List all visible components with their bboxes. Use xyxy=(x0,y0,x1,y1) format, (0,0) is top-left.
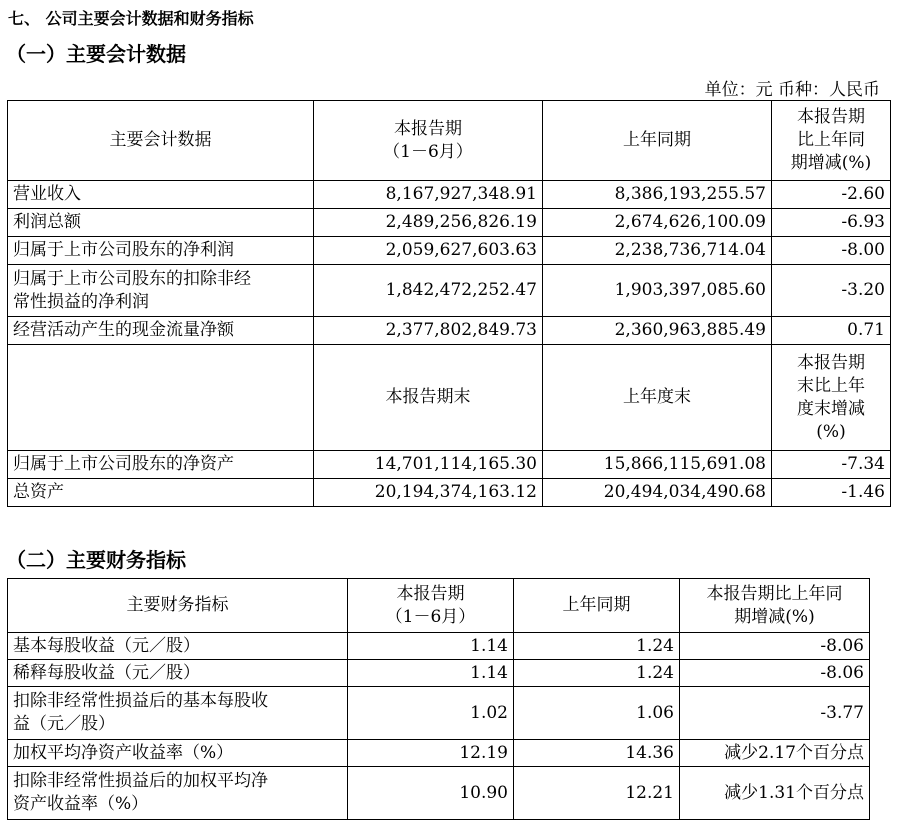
subheader-change xyxy=(772,345,891,451)
row-current: 2,059,627,603.63 xyxy=(314,237,543,265)
row-change: -1.46 xyxy=(772,479,891,507)
table-header-row xyxy=(8,579,870,633)
row-current: 14,701,114,165.30 xyxy=(314,451,543,479)
row-label: 利润总额 xyxy=(8,209,314,237)
row-prior: 2,360,963,885.49 xyxy=(543,317,772,345)
header-current-line2: （1－6月） xyxy=(383,141,473,162)
row-current: 10.90 xyxy=(348,767,514,820)
row-change: -6.93 xyxy=(772,209,891,237)
row-label: 稀释每股收益（元／股） xyxy=(8,660,348,687)
accounting-data-table xyxy=(7,100,891,507)
row-change: -3.20 xyxy=(772,265,891,317)
table-row xyxy=(8,660,870,687)
row-label xyxy=(8,265,314,317)
header-change-line2: 期增减(%) xyxy=(734,606,815,627)
row-label-line2: 益（元／股） xyxy=(13,714,115,734)
row-current: 1.14 xyxy=(348,660,514,687)
row-label-line2: 资产收益率（%） xyxy=(13,794,149,814)
row-current: 20,194,374,163.12 xyxy=(314,479,543,507)
row-prior: 1,903,397,085.60 xyxy=(543,265,772,317)
table-row xyxy=(8,767,870,820)
row-label: 经营活动产生的现金流量净额 xyxy=(8,317,314,345)
row-current: 2,489,256,826.19 xyxy=(314,209,543,237)
table-subheader-row xyxy=(8,345,891,451)
row-label: 总资产 xyxy=(8,479,314,507)
row-current: 12.19 xyxy=(348,740,514,767)
row-change: -2.60 xyxy=(772,181,891,209)
row-label: 归属于上市公司股东的净利润 xyxy=(8,237,314,265)
row-prior: 8,386,193,255.57 xyxy=(543,181,772,209)
row-prior: 12.21 xyxy=(514,767,680,820)
subheader-change-line4: (%) xyxy=(816,421,846,442)
subheader-change-line3: 度末增减 xyxy=(797,398,865,419)
row-change: 减少2.17个百分点 xyxy=(680,740,870,767)
row-prior: 15,866,115,691.08 xyxy=(543,451,772,479)
row-current: 8,167,927,348.91 xyxy=(314,181,543,209)
row-change: -8.00 xyxy=(772,237,891,265)
subheader-prior-year-end: 上年度末 xyxy=(543,345,772,451)
section-title: 七、 公司主要会计数据和财务指标 xyxy=(8,9,254,28)
header-change-line1: 本报告期 xyxy=(797,107,865,127)
header-current-period xyxy=(314,101,543,181)
table-row xyxy=(8,479,891,507)
financial-indicators-title: （二）主要财务指标 xyxy=(6,548,186,572)
subheader-period-end: 本报告期末 xyxy=(314,345,543,451)
header-prior-period: 上年同期 xyxy=(543,101,772,181)
row-label-line1: 扣除非经常性损益后的加权平均净 xyxy=(13,771,268,791)
row-change: 0.71 xyxy=(772,317,891,345)
row-label-line1: 扣除非经常性损益后的基本每股收 xyxy=(13,691,268,711)
header-current-line2: （1－6月） xyxy=(385,606,476,627)
table-row xyxy=(8,451,891,479)
financial-indicators-table xyxy=(7,578,870,820)
row-label: 营业收入 xyxy=(8,181,314,209)
row-label: 基本每股收益（元／股） xyxy=(8,633,348,660)
currency-unit-note: 单位：元 币种：人民币 xyxy=(704,80,880,100)
table-row xyxy=(8,317,891,345)
header-current-line1: 本报告期 xyxy=(394,118,462,139)
table-row xyxy=(8,181,891,209)
row-change: -8.06 xyxy=(680,660,870,687)
header-change xyxy=(772,101,891,181)
row-label xyxy=(8,767,348,820)
row-current: 1,842,472,252.47 xyxy=(314,265,543,317)
row-current: 1.14 xyxy=(348,633,514,660)
row-label xyxy=(8,687,348,740)
header-indicator: 主要会计数据 xyxy=(8,101,314,181)
row-prior: 2,674,626,100.09 xyxy=(543,209,772,237)
row-label: 归属于上市公司股东的净资产 xyxy=(8,451,314,479)
subheader-change-line2: 末比上年 xyxy=(797,375,865,396)
header-current-line1: 本报告期 xyxy=(396,583,465,604)
table-row xyxy=(8,740,870,767)
row-change: -3.77 xyxy=(680,687,870,740)
table-row xyxy=(8,237,891,265)
row-prior: 1.24 xyxy=(514,633,680,660)
header-change-line1: 本报告期比上年同 xyxy=(706,583,843,604)
accounting-data-title: （一）主要会计数据 xyxy=(6,42,186,66)
row-prior: 1.24 xyxy=(514,660,680,687)
row-change: -8.06 xyxy=(680,633,870,660)
row-prior: 2,238,736,714.04 xyxy=(543,237,772,265)
table-row xyxy=(8,209,891,237)
row-prior: 20,494,034,490.68 xyxy=(543,479,772,507)
row-current: 1.02 xyxy=(348,687,514,740)
header-current-period xyxy=(348,579,514,633)
table-header-row xyxy=(8,101,891,181)
header-prior-period: 上年同期 xyxy=(514,579,680,633)
subheader-change-line1: 本报告期 xyxy=(797,352,865,373)
row-change: -7.34 xyxy=(772,451,891,479)
row-change: 减少1.31个百分点 xyxy=(680,767,870,820)
row-current: 2,377,802,849.73 xyxy=(314,317,543,345)
table-row xyxy=(8,265,891,317)
header-change xyxy=(680,579,870,633)
row-label-line2: 常性损益的净利润 xyxy=(13,291,149,312)
row-prior: 1.06 xyxy=(514,687,680,740)
row-prior: 14.36 xyxy=(514,740,680,767)
table-row xyxy=(8,633,870,660)
subheader-blank xyxy=(8,345,314,451)
table-row xyxy=(8,687,870,740)
row-label-line1: 归属于上市公司股东的扣除非经 xyxy=(13,268,251,289)
header-change-line2: 比上年同 xyxy=(797,130,865,150)
header-indicator: 主要财务指标 xyxy=(8,579,348,633)
header-change-line3: 期增减(%) xyxy=(790,153,872,173)
row-label: 加权平均净资产收益率（%） xyxy=(8,740,348,767)
